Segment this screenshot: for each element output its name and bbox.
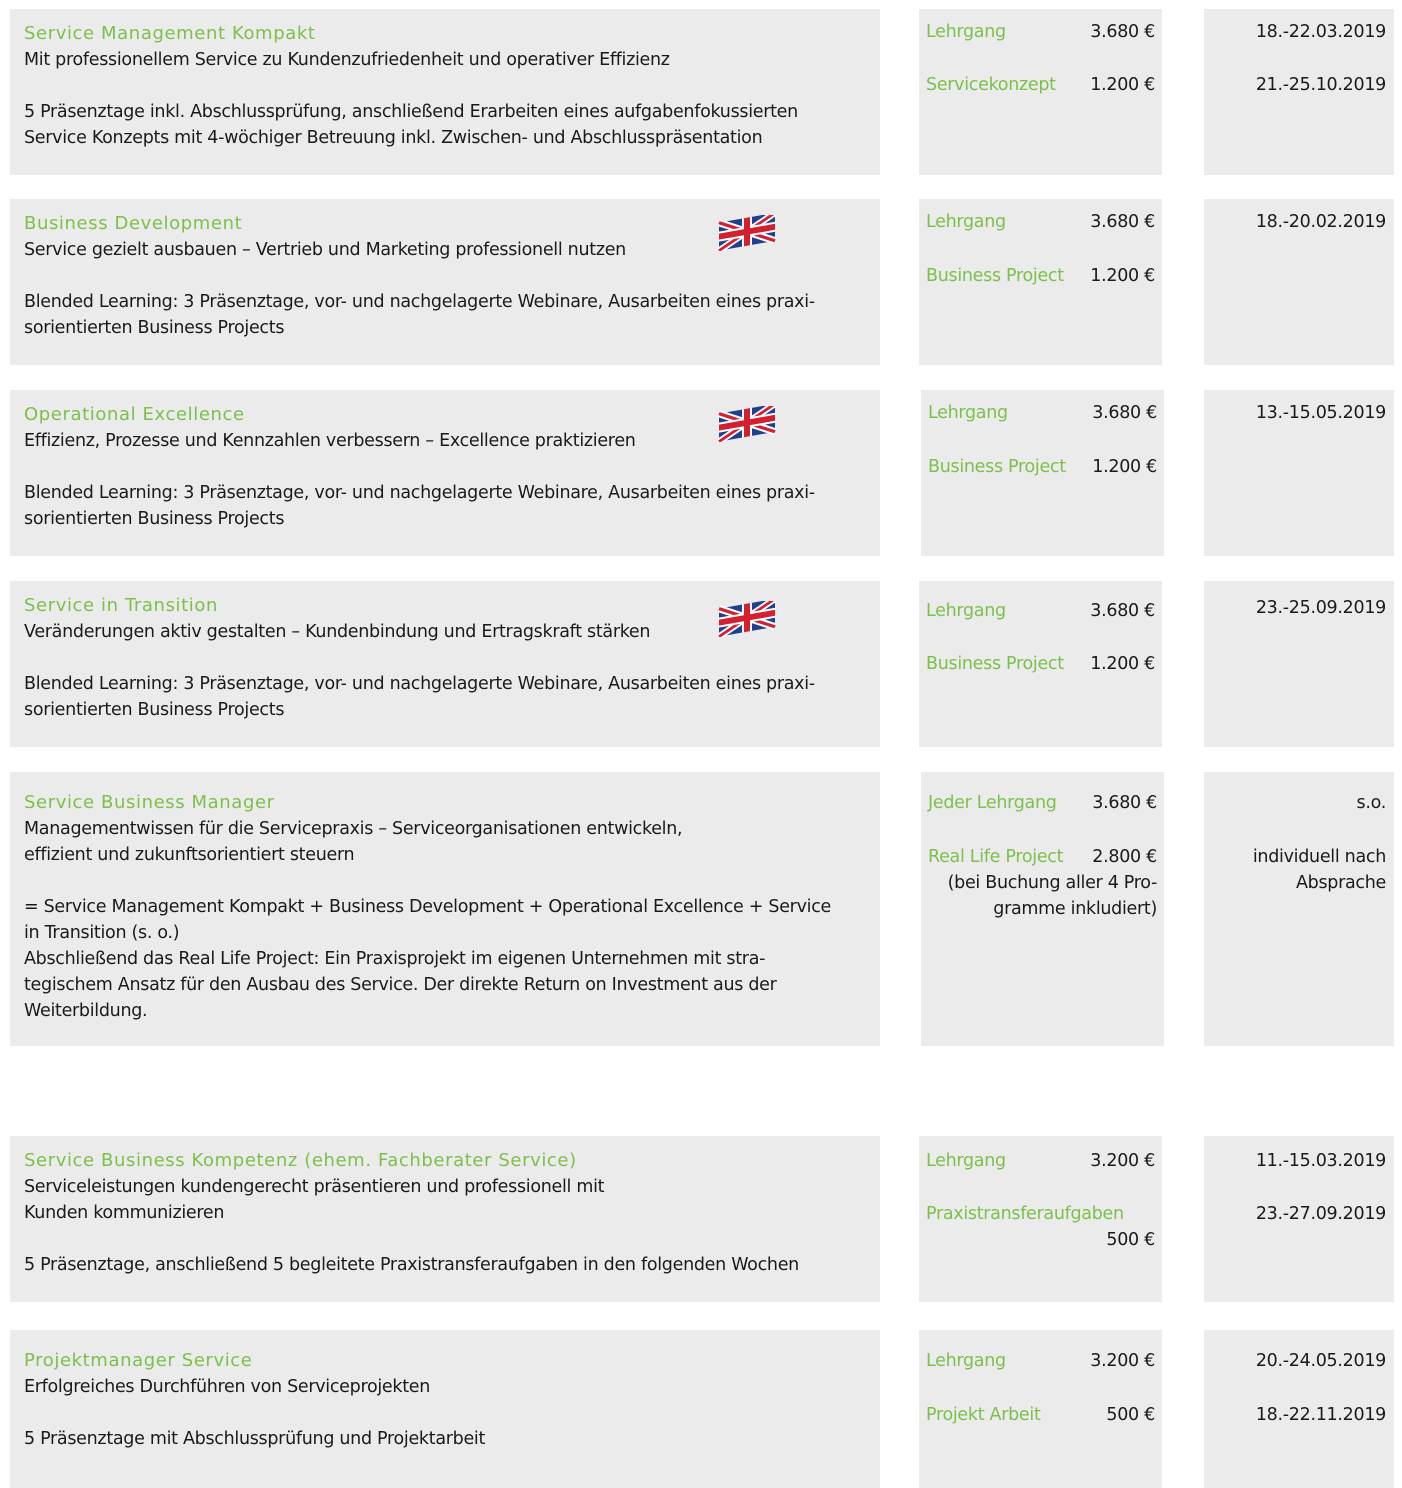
- course-description: = Service Management Kompakt + Business Development + Operational Excellence + Service in Transition (s. o.) Abschließend das Real Life Project: Ein Praxisprojekt im eigenen Unternehmen mit stra- tegischem Ansatz für den Ausbau des Service. Der direkte Return on Investment aus der Weiterbildung.: [24, 897, 831, 1021]
- course-title: Projektmanager Service: [24, 1350, 253, 1371]
- price-value: 3.680 €: [1090, 601, 1155, 621]
- course-date: 11.-15.03.2019: [1255, 1151, 1386, 1171]
- price-value: 3.680 €: [1090, 22, 1155, 42]
- price-label: Lehrgang: [926, 601, 1006, 621]
- uk-flag-icon: [717, 406, 777, 442]
- dates-panel: [1204, 1330, 1394, 1488]
- price-label: Business Project: [926, 654, 1064, 674]
- course-description: 5 Präsenztage, anschließend 5 begleitete Praxistransferaufgaben in den folgenden Wochen: [24, 1255, 799, 1275]
- price-value: 500 €: [1106, 1405, 1155, 1425]
- course-description: 5 Präsenztage inkl. Abschlussprüfung, anschließend Erarbeiten eines aufgabenfokussierten Service Konzepts mit 4-wöchiger Betreuung inkl. Zwischen- und Abschlusspräsentation: [24, 102, 798, 148]
- course-description: 5 Präsenztage mit Abschlussprüfung und Projektarbeit: [24, 1429, 486, 1449]
- price-panel: [919, 9, 1162, 175]
- course-description: Blended Learning: 3 Präsenztage, vor- und nachgelagerte Webinare, Ausarbeiten eines praxi- sorientierten Business Projects: [24, 483, 815, 529]
- price-label: Lehrgang: [926, 1151, 1006, 1171]
- course-date: 23.-27.09.2019: [1255, 1204, 1386, 1224]
- course-title: Business Development: [24, 213, 243, 234]
- price-value: 3.200 €: [1090, 1351, 1155, 1371]
- course-subtitle: Erfolgreiches Durchführen von Serviceprojekten: [24, 1377, 431, 1397]
- course-card: [10, 1330, 880, 1488]
- dates-panel: [1204, 581, 1394, 747]
- price-value: 1.200 €: [1092, 457, 1157, 477]
- price-label: Praxistransferaufgaben: [926, 1204, 1124, 1224]
- course-date: 20.-24.05.2019: [1255, 1351, 1386, 1371]
- course-subtitle: Mit professionellem Service zu Kundenzufriedenheit und operativer Effizienz: [24, 50, 670, 70]
- price-value: 3.680 €: [1090, 212, 1155, 232]
- price-label: Jeder Lehrgang: [928, 793, 1057, 813]
- course-subtitle: Service gezielt ausbauen – Vertrieb und Marketing professionell nutzen: [24, 240, 626, 260]
- price-label: Real Life Project: [928, 847, 1064, 867]
- price-panel: [921, 390, 1164, 556]
- price-value: 3.680 €: [1092, 403, 1157, 423]
- course-subtitle: Veränderungen aktiv gestalten – Kundenbindung und Ertragskraft stärken: [24, 622, 651, 642]
- price-label: Lehrgang: [926, 1351, 1006, 1371]
- course-card: [10, 1136, 880, 1302]
- dates-panel: [1204, 390, 1394, 556]
- price-panel: [921, 772, 1164, 1046]
- price-value: 3.680 €: [1092, 793, 1157, 813]
- course-title: Service in Transition: [24, 595, 219, 616]
- dates-panel: [1204, 1136, 1394, 1302]
- price-value: 2.800 €: [1092, 847, 1157, 867]
- dates-panel: [1204, 772, 1394, 1046]
- course-date: s.o.: [1356, 793, 1386, 813]
- course-title: Service Business Manager: [24, 792, 275, 813]
- course-date: 18.-22.03.2019: [1255, 22, 1386, 42]
- price-value: 1.200 €: [1090, 654, 1155, 674]
- price-panel: [919, 581, 1162, 747]
- price-label: Lehrgang: [926, 22, 1006, 42]
- price-label: Lehrgang: [926, 212, 1006, 232]
- dates-panel: [1204, 199, 1394, 365]
- price-label: Servicekonzept: [926, 75, 1056, 95]
- price-label: Projekt Arbeit: [926, 1405, 1041, 1425]
- price-label: Business Project: [928, 457, 1066, 477]
- course-description: Blended Learning: 3 Präsenztage, vor- und nachgelagerte Webinare, Ausarbeiten eines praxi- sorientierten Business Projects: [24, 292, 815, 338]
- price-value: 1.200 €: [1090, 266, 1155, 286]
- price-label: Lehrgang: [928, 403, 1008, 423]
- course-date: individuell nach Absprache: [1252, 847, 1386, 893]
- course-subtitle: Effizienz, Prozesse und Kennzahlen verbessern – Excellence praktizieren: [24, 431, 636, 451]
- course-title: Service Business Kompetenz (ehem. Fachberater Service): [24, 1150, 577, 1171]
- course-subtitle: Managementwissen für die Servicepraxis – Serviceorganisationen entwickeln, effizient und zukunftsorientiert steuern: [24, 819, 683, 865]
- price-label: Business Project: [926, 266, 1064, 286]
- course-card: [10, 199, 880, 365]
- course-title: Operational Excellence: [24, 404, 245, 425]
- course-date: 21.-25.10.2019: [1255, 75, 1386, 95]
- course-card: [10, 772, 880, 1046]
- price-value: 3.200 €: [1090, 1151, 1155, 1171]
- price-value: 1.200 €: [1090, 75, 1155, 95]
- course-card: [10, 581, 880, 747]
- price-note: (bei Buchung aller 4 Pro- gramme inkludiert): [947, 873, 1157, 919]
- uk-flag-icon: [717, 601, 777, 637]
- price-panel: [919, 1330, 1162, 1488]
- course-description: Blended Learning: 3 Präsenztage, vor- und nachgelagerte Webinare, Ausarbeiten eines praxi- sorientierten Business Projects: [24, 674, 815, 720]
- course-date: 18.-20.02.2019: [1255, 212, 1386, 232]
- price-value: 500 €: [1106, 1230, 1155, 1250]
- course-date: 13.-15.05.2019: [1255, 403, 1386, 423]
- dates-panel: [1204, 9, 1394, 175]
- course-title: Service Management Kompakt: [24, 23, 316, 44]
- course-card: [10, 390, 880, 556]
- price-panel: [919, 199, 1162, 365]
- course-date: 23.-25.09.2019: [1255, 598, 1386, 618]
- uk-flag-icon: [717, 215, 777, 251]
- course-card: [10, 9, 880, 175]
- course-date: 18.-22.11.2019: [1255, 1405, 1386, 1425]
- course-subtitle: Serviceleistungen kundengerecht präsentieren und professionell mit Kunden kommunizieren: [24, 1177, 605, 1223]
- price-panel: [919, 1136, 1162, 1302]
